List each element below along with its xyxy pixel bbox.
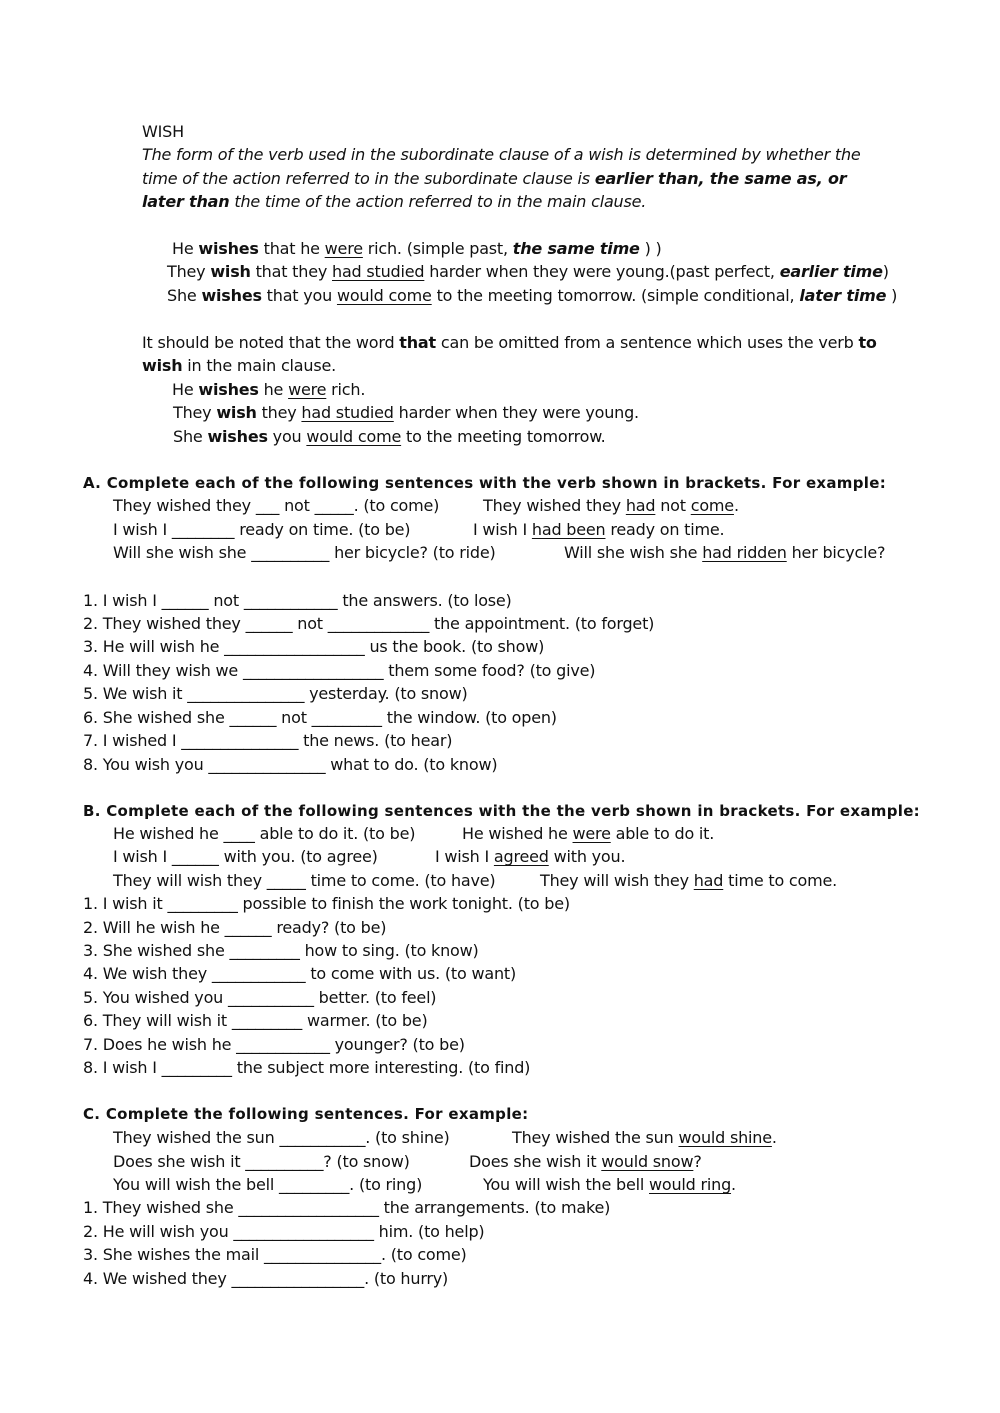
exercise-item[interactable]: 8. You wish you _______________ what to do. (to know) [83,755,498,774]
intro-emphasis: earlier than, the same as, or [594,169,847,188]
exercise-item[interactable]: 1. They wished she __________________ the arrangements. (to make) [83,1198,611,1217]
intro-line-1: The form of the verb used in the subordinate clause of a wish is determined by whether the [142,145,861,164]
example-question: He wished he ____ able to do it. (to be) [113,824,416,843]
example-question: You will wish the bell _________. (to ring) [113,1175,423,1194]
example-answer: Does she wish it would snow? [469,1152,702,1171]
exercise-item[interactable]: 2. Will he wish he ______ ready? (to be) [83,918,387,937]
exercise-item[interactable]: 3. She wished she _________ how to sing. (to know) [83,941,479,960]
intro-emphasis: later than [142,192,230,211]
example-question: They wished the sun ___________. (to shine) [113,1128,450,1147]
example-question: Will she wish she __________ her bicycle? (to ride) [113,543,496,562]
example-answer: I wish I had been ready on time. [473,520,725,539]
tense-example: He wishes that he were rich. (simple past, the same time ) ) [172,239,662,258]
tense-example: They wish that they had studied harder when they were young.(past perfect, earlier time) [167,262,889,281]
exercise-item[interactable]: 3. She wishes the mail _______________. (to come) [83,1245,467,1264]
exercise-item[interactable]: 7. I wished I _______________ the news. (to hear) [83,731,453,750]
example-question: I wish I ______ with you. (to agree) [113,847,378,866]
intro-line-3 [142,192,646,212]
exercise-item[interactable]: 6. They will wish it _________ warmer. (to be) [83,1011,428,1030]
exercise-item[interactable]: 8. I wish I _________ the subject more interesting. (to find) [83,1058,531,1077]
note-line-2: wish in the main clause. [142,356,337,375]
example-answer: They wished the sun would shine. [512,1128,777,1147]
example-answer: He wished he were able to do it. [462,824,715,843]
example-question: Does she wish it __________? (to snow) [113,1152,410,1171]
exercise-item[interactable]: 4. We wish they ____________ to come with us. (to want) [83,964,517,983]
example-answer: You will wish the bell would ring. [483,1175,736,1194]
intro-text: the time of the action referred to in the main clause. [229,192,647,211]
exercise-item[interactable]: 7. Does he wish he ____________ younger? (to be) [83,1035,465,1054]
exercise-item[interactable]: 2. He will wish you __________________ him. (to help) [83,1222,485,1241]
exercise-item[interactable]: 3. He will wish he __________________ us the book. (to show) [83,637,545,656]
exercise-item[interactable]: 5. We wish it _______________ yesterday. (to snow) [83,684,468,703]
exercise-item[interactable]: 2. They wished they ______ not _____________ the appointment. (to forget) [83,614,655,633]
exercise-item[interactable]: 5. You wished you ___________ better. (to feel) [83,988,437,1007]
exercise-item[interactable]: 4. Will they wish we __________________ them some food? (to give) [83,661,596,680]
example-question: I wish I ________ ready on time. (to be) [113,520,411,539]
example-answer: Will she wish she had ridden her bicycle? [564,543,886,562]
example-question: They wished they ___ not _____. (to come) [113,496,440,515]
exercise-item[interactable]: 6. She wished she ______ not _________ the window. (to open) [83,708,557,727]
section-a-heading: A. Complete each of the following sentences with the verb shown in brackets. For example: [83,474,886,492]
intro-text: time of the action referred to in the subordinate clause is [142,169,595,188]
note-example: She wishes you would come to the meeting tomorrow. [173,427,606,446]
example-answer: I wish I agreed with you. [435,847,626,866]
section-b-heading: B. Complete each of the following sentences with the the verb shown in brackets. For example: [83,802,920,820]
example-answer: They wished they had not come. [483,496,739,515]
exercise-item[interactable]: 1. I wish I ______ not ____________ the answers. (to lose) [83,591,512,610]
page-title: WISH [142,122,184,141]
tense-example: She wishes that you would come to the meeting tomorrow. (simple conditional, later time ) [167,286,898,305]
exercise-item[interactable]: 4. We wished they _________________. (to hurry) [83,1269,449,1288]
exercise-item[interactable]: 1. I wish it _________ possible to finish the work tonight. (to be) [83,894,570,913]
example-answer: They will wish they had time to come. [540,871,838,890]
note-example: They wish they had studied harder when they were young. [173,403,639,422]
section-c-heading: C. Complete the following sentences. For example: [83,1105,529,1123]
note-line-1: It should be noted that the word that can be omitted from a sentence which uses the verb to [142,333,877,352]
example-question: They will wish they _____ time to come. (to have) [113,871,496,890]
note-example: He wishes he were rich. [172,380,366,399]
intro-line-2 [142,169,846,189]
